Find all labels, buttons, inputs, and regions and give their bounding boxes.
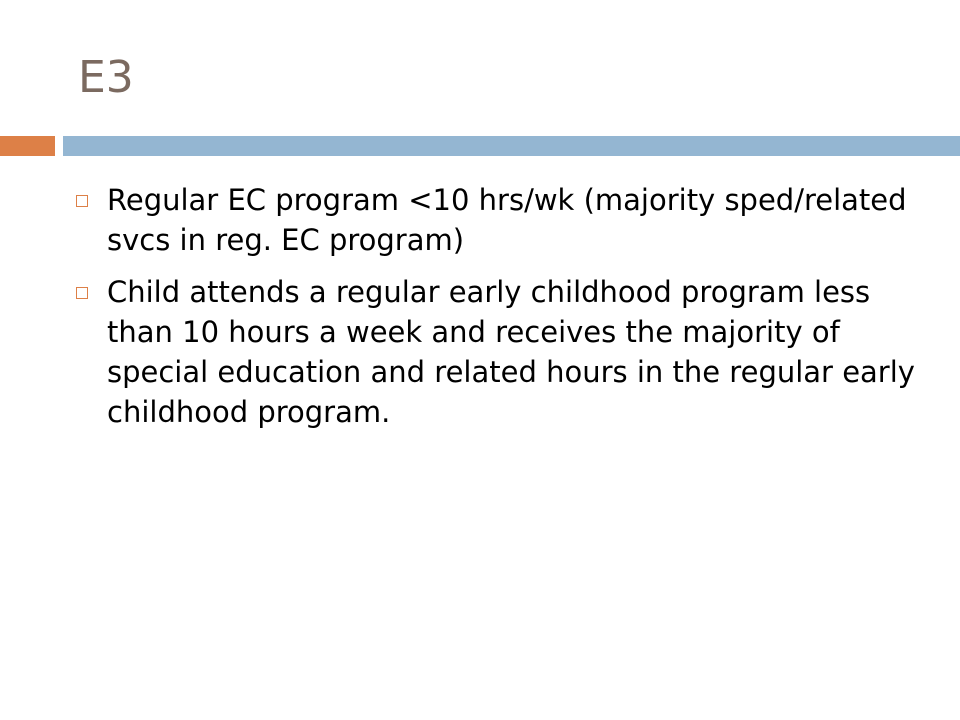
hollow-square-icon [76,195,88,207]
bullet-text: Child attends a regular early childhood program less than 10 hours a week and receives the majority of special education and related hours in the regular early childhood program. [107,275,915,429]
bullet-item [76,180,916,260]
bullet-list [76,180,916,444]
hollow-square-icon [76,287,88,299]
bullet-text: Regular EC program <10 hrs/wk (majority sped/related svcs in reg. EC program) [107,183,907,257]
accent-bar-right [63,136,960,156]
accent-bar-left [0,136,55,156]
slide-title: E3 [78,52,134,103]
bullet-item [76,272,916,432]
